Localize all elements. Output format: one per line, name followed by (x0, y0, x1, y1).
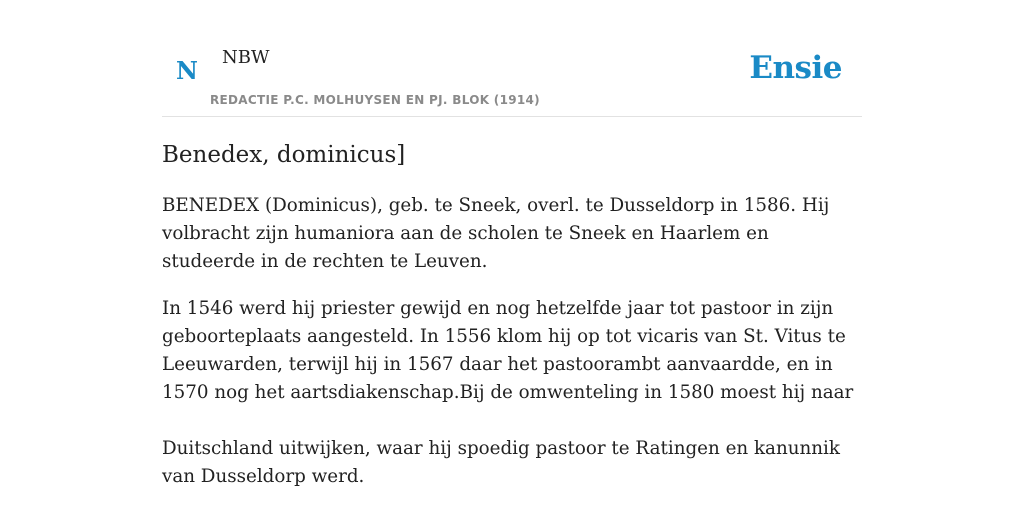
article-body (162, 140, 862, 510)
article-paragraph: Duitschland uitwijken, waar hij spoedig pastoor te Ratingen en kanunnik van Dusseldorp werd. (162, 438, 840, 487)
article-title: Benedex, dominicus] (162, 142, 406, 168)
source-subtitle: REDACTIE P.C. MOLHUYSEN EN PJ. BLOK (1914) (210, 93, 540, 107)
site-header (162, 0, 862, 117)
source-logo[interactable]: N (176, 56, 198, 85)
article-paragraph: In 1546 werd hij priester gewijd en nog hetzelfde jaar tot pastoor in zijn geboorteplaats aangesteld. In 1556 klom hij op tot vicaris van St. Vitus te Leeuwarden, terwijl hij in 1567 daar het pastoorambt aanvaardde, en in 1570 nog het aartsdiakenschap.Bij de omwenteling in 1580 moest hij naar (162, 298, 854, 403)
article-paragraph: BENEDEX (Dominicus), geb. te Sneek, overl. te Dusseldorp in 1586. Hij volbracht zijn humaniora aan de scholen te Sneek en Haarlem en studeerde in de rechten te Leuven. (162, 195, 830, 272)
source-name[interactable]: NBW (222, 47, 270, 68)
brand-logo[interactable]: Ensie (749, 50, 842, 86)
